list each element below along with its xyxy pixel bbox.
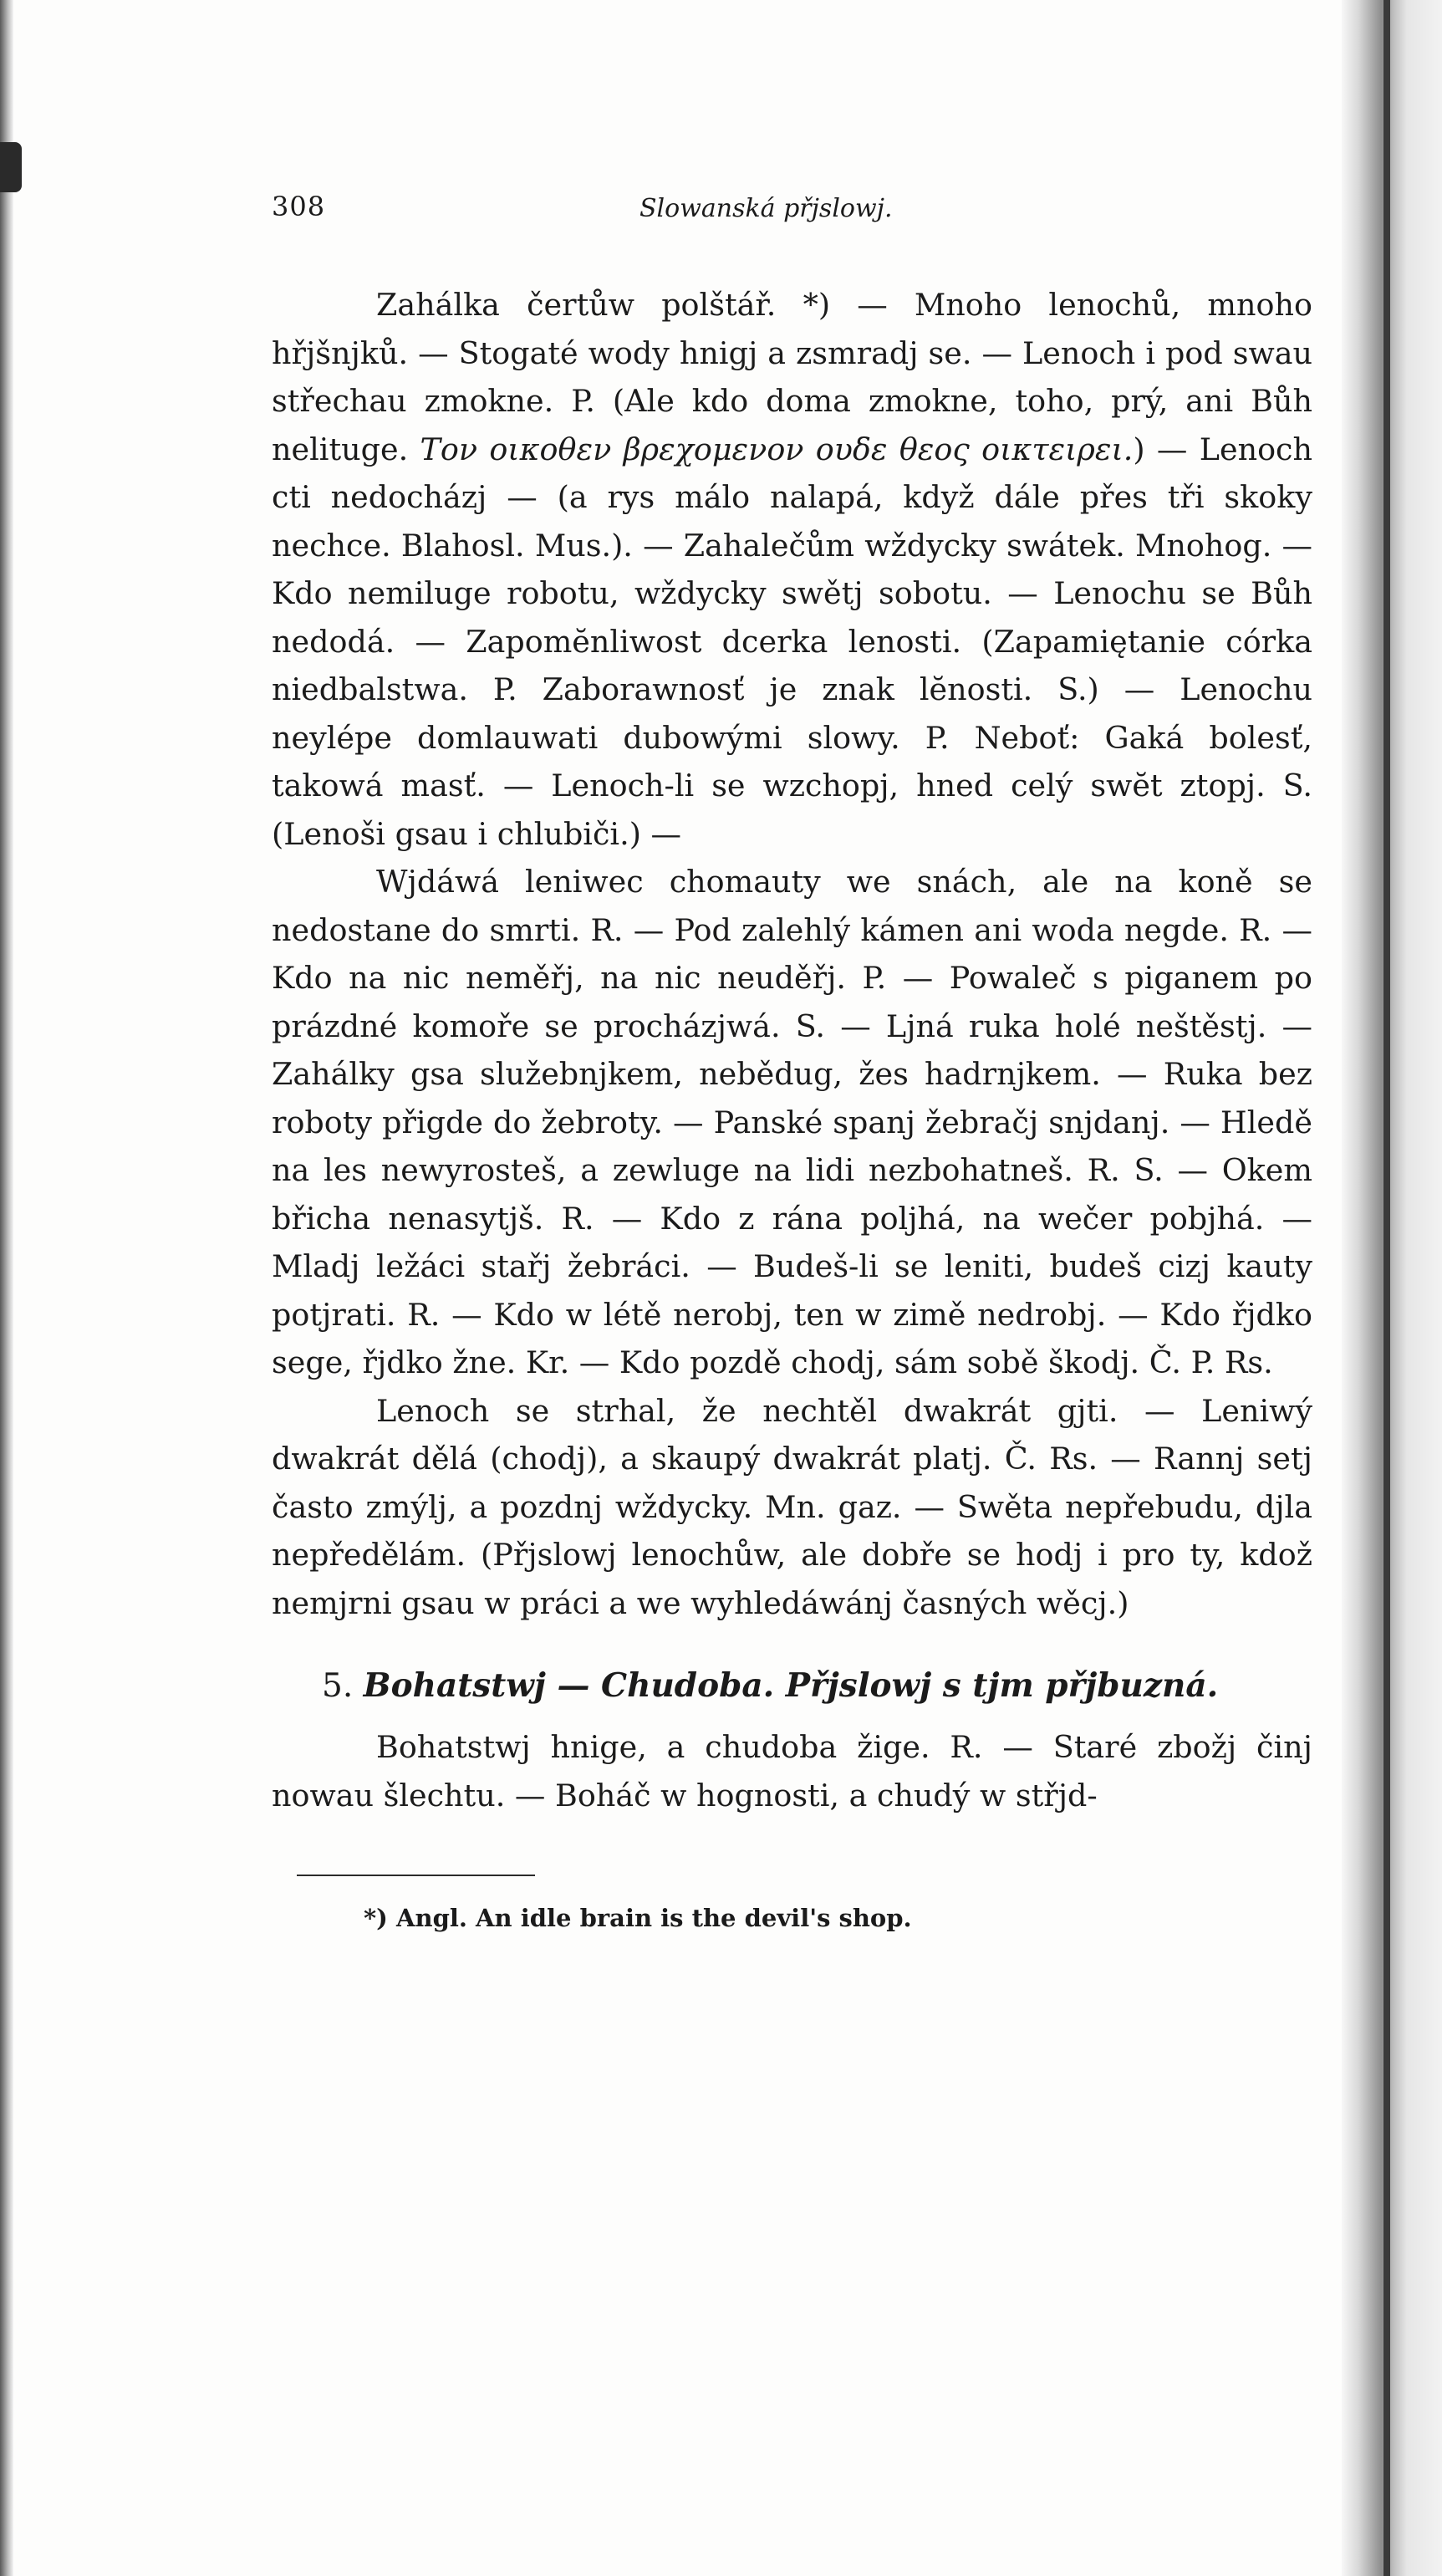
paragraph-text: Bohatstwj hnige, a chudoba žige. R. — Staré zbožj činj nowau šlechtu. — Boháč w hognosti, a chudý w střjd- bbox=[272, 1729, 1312, 1813]
footnote-divider bbox=[297, 1875, 535, 1876]
right-edge-binding-line bbox=[1383, 0, 1390, 2576]
paragraph-text: Lenoch se strhal, že nechtěl dwakrát gjti. — Leniwý dwakrát dělá (chodj), a skaupý dwakrát platj. Č. Rs. — Rannj setj často zmýlj, a pozdnj wždycky. Mn. gaz. — Swěta nepřebudu, djla nepředělám. (Přjslowj lenochůw, ale dobře se hodj i pro ty, kdož nemjrni gsau w práci a we wyhledáwánj časných wěcj.) bbox=[272, 1392, 1312, 1621]
paragraph-proverbs-laziness bbox=[272, 858, 1312, 1387]
body-text bbox=[272, 281, 1312, 1627]
section-paragraph bbox=[272, 1723, 1312, 1819]
section-title: Bohatstwj — Chudoba. Přjslowj s tjm přjbuzná. bbox=[363, 1666, 1219, 1705]
paragraph-text-continued: ) — Lenoch cti nedocházj — (a rys málo nalapá, když dále přes tři skoky nechce. Blahosl. Mus.). — Zahalečům wždycky swátek. Mnohog. — Kdo nemiluge robotu, wždycky swětj sobotu. — Lenochu se Bůh nedodá. — Zapomĕnliwost dcerka lenosti. (Zapamiętanie córka niedbalstwa. P. Zaborawnosť je znak lĕnosti. S.) — Lenochu neylépe domlauwati dubowými slowy. P. Neboť: Gaká bolesť, takowá masť. — Lenoch-li se wzchopj, hned celý swĕt ztopj. S. (Lenoši gsau i chlubiči.) — bbox=[272, 431, 1312, 852]
right-scan-edge bbox=[1342, 0, 1442, 2576]
page-header bbox=[272, 191, 1312, 241]
footnote: *) Angl. An idle brain is the devil's shop. bbox=[364, 1904, 912, 1932]
section-heading bbox=[322, 1660, 1312, 1711]
left-scan-edge bbox=[0, 0, 13, 2576]
running-title: Slowanská přjslowj. bbox=[639, 194, 893, 223]
greek-quote: Τον οικοθεν βρεχομενον ουδε θεος οικτειρει. bbox=[420, 431, 1134, 467]
left-edge-mark bbox=[0, 142, 22, 192]
paragraph-text: Zahálka čertůw polštář. *) — Mnoho lenochů, mnoho hřjšnjků. — Stogaté wody hnigj a zsmradj se. — Lenoch i pod swau střechau zmokne. P. (Ale kdo doma zmokne, toho, prý, ani Bůh nelituge. bbox=[272, 287, 1312, 467]
book-page bbox=[272, 191, 1312, 1935]
page-number: 308 bbox=[272, 191, 326, 222]
paragraph-proverbs-idleness bbox=[272, 281, 1312, 858]
paragraph-proverbs-lenoch bbox=[272, 1387, 1312, 1628]
section-number: 5. bbox=[322, 1667, 354, 1705]
paragraph-text: Wjdáwá leniwec chomauty we snách, ale na koně se nedostane do smrti. R. — Pod zalehlý kámen ani woda negde. R. — Kdo na nic neměřj, na nic neuděřj. P. — Powaleč s piganem po prázdné komoře se procházjwá. S. — Ljná ruka holé neštěstj. — Zahálky gsa služebnjkem, nebědug, žes hadrnjkem. — Ruka bez roboty přigde do žebroty. — Panské spanj žebračj snjdanj. — Hledě na les newyrosteš, a zewluge na lidi nezbohatneš. R. S. — Okem břicha nenasytjš. R. — Kdo z rána poljhá, na wečer pobjhá. — Mladj ležáci stařj žebráci. — Budeš-li se leniti, budeš cizj kauty potjrati. R. — Kdo w létě nerobj, ten w zimě nedrobj. — Kdo řjdko sege, řjdko žne. Kr. — Kdo pozdě chodj, sám sobě škodj. Č. P. Rs. bbox=[272, 864, 1312, 1380]
